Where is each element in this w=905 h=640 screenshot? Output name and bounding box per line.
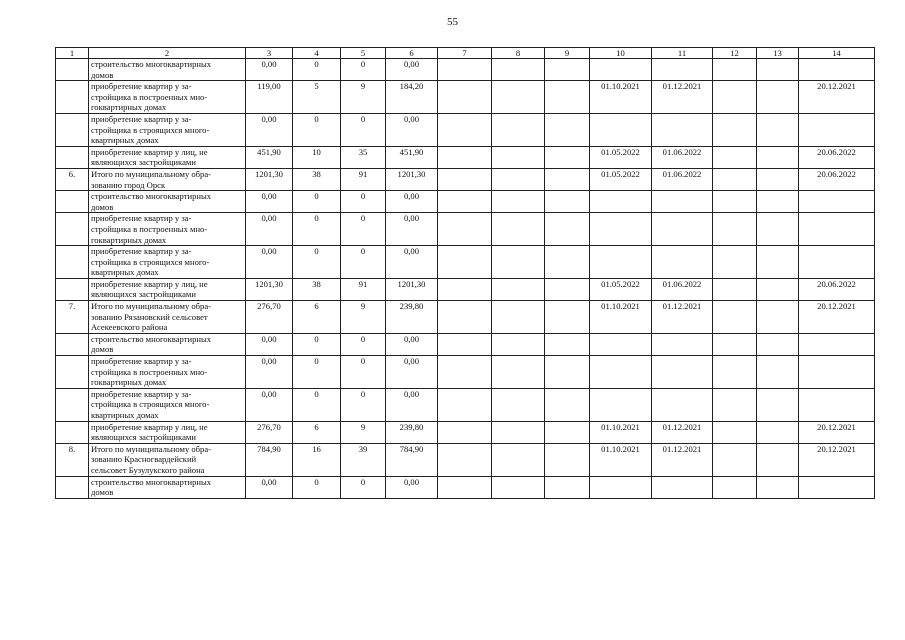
col8-cell [492, 443, 545, 476]
table-row [56, 213, 875, 246]
col4-value: 6 [293, 421, 341, 443]
col11-date: 01.12.2021 [652, 421, 713, 443]
col4-value: 0 [293, 476, 341, 498]
col14-date [799, 246, 875, 279]
col13-cell [757, 421, 799, 443]
col14-date [799, 213, 875, 246]
col4-value: 16 [293, 443, 341, 476]
col14-date: 20.12.2021 [799, 81, 875, 114]
col9-cell [545, 278, 590, 300]
col12-cell [713, 333, 757, 355]
column-header: 7 [438, 48, 492, 59]
col5-value: 0 [341, 388, 386, 421]
col3-value: 0,00 [246, 246, 293, 279]
col10-date [590, 476, 652, 498]
col13-cell [757, 443, 799, 476]
col14-date: 20.06.2022 [799, 168, 875, 190]
table-row [56, 476, 875, 498]
table-row [56, 333, 875, 355]
table-row [56, 191, 875, 213]
col5-value: 35 [341, 146, 386, 168]
col14-date: 20.12.2021 [799, 421, 875, 443]
data-table [55, 47, 875, 499]
col8-cell [492, 476, 545, 498]
col4-value: 38 [293, 278, 341, 300]
col6-value: 0,00 [386, 246, 438, 279]
table-row [56, 168, 875, 190]
col6-value: 0,00 [386, 59, 438, 81]
col6-value: 239,80 [386, 421, 438, 443]
col14-date: 20.06.2022 [799, 278, 875, 300]
col12-cell [713, 301, 757, 334]
row-description: Итого по муниципальному обра- зованию город Орск [89, 168, 246, 190]
column-header: 10 [590, 48, 652, 59]
row-description: приобретение квартир у за- стройщика в построенных мно- гоквартирных домах [89, 213, 246, 246]
col6-value: 184,20 [386, 81, 438, 114]
col4-value: 0 [293, 191, 341, 213]
col10-date [590, 388, 652, 421]
col10-date [590, 59, 652, 81]
col10-date: 01.10.2021 [590, 443, 652, 476]
col5-value: 9 [341, 81, 386, 114]
col6-value: 451,90 [386, 146, 438, 168]
col9-cell [545, 388, 590, 421]
col7-cell [438, 278, 492, 300]
column-header: 6 [386, 48, 438, 59]
col4-value: 0 [293, 388, 341, 421]
col4-value: 0 [293, 246, 341, 279]
col9-cell [545, 443, 590, 476]
col5-value: 0 [341, 476, 386, 498]
col9-cell [545, 146, 590, 168]
col14-date [799, 59, 875, 81]
col3-value: 0,00 [246, 213, 293, 246]
row-number [56, 59, 89, 81]
col4-value: 0 [293, 333, 341, 355]
col10-date [590, 356, 652, 389]
col3-value: 451,90 [246, 146, 293, 168]
col10-date: 01.10.2021 [590, 301, 652, 334]
row-number [56, 278, 89, 300]
col8-cell [492, 356, 545, 389]
col7-cell [438, 81, 492, 114]
col8-cell [492, 113, 545, 146]
col12-cell [713, 388, 757, 421]
col10-date: 01.05.2022 [590, 278, 652, 300]
page-number: 55 [447, 16, 458, 28]
col13-cell [757, 246, 799, 279]
table-row [56, 246, 875, 279]
column-header: 13 [757, 48, 799, 59]
column-header: 1 [56, 48, 89, 59]
col3-value: 119,00 [246, 81, 293, 114]
col4-value: 5 [293, 81, 341, 114]
col11-date [652, 356, 713, 389]
col11-date: 01.12.2021 [652, 443, 713, 476]
row-description: строительство многоквартирных домов [89, 476, 246, 498]
header-row [56, 48, 875, 59]
col3-value: 0,00 [246, 333, 293, 355]
row-description: строительство многоквартирных домов [89, 333, 246, 355]
col9-cell [545, 81, 590, 114]
col8-cell [492, 388, 545, 421]
col14-date: 20.06.2022 [799, 146, 875, 168]
col6-value: 0,00 [386, 333, 438, 355]
table-row [56, 421, 875, 443]
col6-value: 0,00 [386, 191, 438, 213]
col3-value: 0,00 [246, 356, 293, 389]
row-number [56, 191, 89, 213]
col11-date [652, 59, 713, 81]
row-number: 6. [56, 168, 89, 190]
col10-date [590, 191, 652, 213]
col6-value: 0,00 [386, 388, 438, 421]
col10-date [590, 213, 652, 246]
col3-value: 0,00 [246, 113, 293, 146]
row-description: приобретение квартир у лиц, не являющихся застройщиками [89, 421, 246, 443]
col4-value: 0 [293, 356, 341, 389]
table-row [56, 388, 875, 421]
col13-cell [757, 388, 799, 421]
row-number [56, 246, 89, 279]
col7-cell [438, 168, 492, 190]
row-description: приобретение квартир у лиц, не являющихся застройщиками [89, 146, 246, 168]
col10-date: 01.05.2022 [590, 168, 652, 190]
col14-date: 20.12.2021 [799, 443, 875, 476]
row-description: Итого по муниципальному обра- зованию Красногвардейский сельсовет Бузулукского района [89, 443, 246, 476]
col7-cell [438, 476, 492, 498]
col5-value: 0 [341, 213, 386, 246]
col7-cell [438, 113, 492, 146]
col9-cell [545, 191, 590, 213]
col9-cell [545, 59, 590, 81]
column-header: 12 [713, 48, 757, 59]
col12-cell [713, 213, 757, 246]
col11-date [652, 333, 713, 355]
col7-cell [438, 333, 492, 355]
col4-value: 10 [293, 146, 341, 168]
col9-cell [545, 246, 590, 279]
table-row [56, 113, 875, 146]
row-description: строительство многоквартирных домов [89, 191, 246, 213]
row-description: приобретение квартир у за- стройщика в построенных мно- гоквартирных домах [89, 356, 246, 389]
col4-value: 38 [293, 168, 341, 190]
row-description: приобретение квартир у за- стройщика в строящихся много- квартирных домах [89, 388, 246, 421]
col6-value: 0,00 [386, 476, 438, 498]
row-number [56, 421, 89, 443]
row-number [56, 146, 89, 168]
col3-value: 784,90 [246, 443, 293, 476]
col8-cell [492, 168, 545, 190]
col5-value: 39 [341, 443, 386, 476]
row-description: приобретение квартир у лиц, не являющихся застройщиками [89, 278, 246, 300]
col9-cell [545, 421, 590, 443]
column-header: 8 [492, 48, 545, 59]
row-number [56, 213, 89, 246]
table-row [56, 146, 875, 168]
col10-date [590, 333, 652, 355]
col14-date [799, 356, 875, 389]
column-header: 2 [89, 48, 246, 59]
row-number [56, 81, 89, 114]
col12-cell [713, 146, 757, 168]
col10-date: 01.05.2022 [590, 146, 652, 168]
column-header: 4 [293, 48, 341, 59]
col11-date [652, 191, 713, 213]
row-number: 8. [56, 443, 89, 476]
col7-cell [438, 146, 492, 168]
col11-date: 01.06.2022 [652, 278, 713, 300]
col9-cell [545, 213, 590, 246]
col11-date: 01.06.2022 [652, 146, 713, 168]
row-description: Итого по муниципальному обра- зованию Рязановский сельсовет Асекеевского района [89, 301, 246, 334]
col4-value: 6 [293, 301, 341, 334]
col13-cell [757, 146, 799, 168]
col3-value: 0,00 [246, 59, 293, 81]
table-row [56, 356, 875, 389]
col4-value: 0 [293, 113, 341, 146]
col10-date: 01.10.2021 [590, 81, 652, 114]
column-header: 11 [652, 48, 713, 59]
table-row [56, 278, 875, 300]
column-header: 3 [246, 48, 293, 59]
col5-value: 0 [341, 333, 386, 355]
col7-cell [438, 443, 492, 476]
table-row [56, 81, 875, 114]
row-description: строительство многоквартирных домов [89, 59, 246, 81]
row-number [56, 333, 89, 355]
col8-cell [492, 246, 545, 279]
col9-cell [545, 301, 590, 334]
col7-cell [438, 59, 492, 81]
col6-value: 239,80 [386, 301, 438, 334]
col9-cell [545, 356, 590, 389]
col12-cell [713, 81, 757, 114]
col5-value: 0 [341, 59, 386, 81]
col7-cell [438, 191, 492, 213]
col12-cell [713, 476, 757, 498]
col14-date [799, 388, 875, 421]
col5-value: 91 [341, 168, 386, 190]
row-number [56, 356, 89, 389]
col8-cell [492, 191, 545, 213]
col9-cell [545, 168, 590, 190]
col5-value: 0 [341, 191, 386, 213]
row-number [56, 113, 89, 146]
col11-date: 01.06.2022 [652, 168, 713, 190]
col12-cell [713, 59, 757, 81]
col5-value: 9 [341, 421, 386, 443]
table-row [56, 59, 875, 81]
col13-cell [757, 301, 799, 334]
col12-cell [713, 191, 757, 213]
col9-cell [545, 113, 590, 146]
col8-cell [492, 59, 545, 81]
col3-value: 276,70 [246, 301, 293, 334]
col10-date [590, 246, 652, 279]
col6-value: 0,00 [386, 213, 438, 246]
col12-cell [713, 278, 757, 300]
column-header: 5 [341, 48, 386, 59]
col12-cell [713, 168, 757, 190]
col3-value: 1201,30 [246, 168, 293, 190]
col11-date [652, 213, 713, 246]
col8-cell [492, 81, 545, 114]
col13-cell [757, 168, 799, 190]
col8-cell [492, 333, 545, 355]
col9-cell [545, 476, 590, 498]
col5-value: 9 [341, 301, 386, 334]
col12-cell [713, 246, 757, 279]
col14-date [799, 476, 875, 498]
col6-value: 0,00 [386, 356, 438, 389]
col8-cell [492, 301, 545, 334]
col6-value: 0,00 [386, 113, 438, 146]
col7-cell [438, 388, 492, 421]
col10-date: 01.10.2021 [590, 421, 652, 443]
col12-cell [713, 443, 757, 476]
row-number [56, 476, 89, 498]
row-number [56, 388, 89, 421]
col7-cell [438, 421, 492, 443]
column-header: 14 [799, 48, 875, 59]
col9-cell [545, 333, 590, 355]
col10-date [590, 113, 652, 146]
col6-value: 1201,30 [386, 168, 438, 190]
col13-cell [757, 191, 799, 213]
col14-date [799, 113, 875, 146]
col7-cell [438, 356, 492, 389]
col11-date: 01.12.2021 [652, 81, 713, 114]
col5-value: 0 [341, 113, 386, 146]
col7-cell [438, 246, 492, 279]
col12-cell [713, 421, 757, 443]
col14-date [799, 191, 875, 213]
table-row [56, 443, 875, 476]
col8-cell [492, 146, 545, 168]
col3-value: 276,70 [246, 421, 293, 443]
col6-value: 1201,30 [386, 278, 438, 300]
col11-date [652, 388, 713, 421]
col12-cell [713, 113, 757, 146]
col5-value: 0 [341, 246, 386, 279]
col11-date: 01.12.2021 [652, 301, 713, 334]
col13-cell [757, 476, 799, 498]
col12-cell [713, 356, 757, 389]
col5-value: 91 [341, 278, 386, 300]
col7-cell [438, 301, 492, 334]
col4-value: 0 [293, 59, 341, 81]
col13-cell [757, 333, 799, 355]
col3-value: 0,00 [246, 388, 293, 421]
col8-cell [492, 421, 545, 443]
col3-value: 0,00 [246, 191, 293, 213]
col13-cell [757, 113, 799, 146]
col13-cell [757, 81, 799, 114]
col13-cell [757, 59, 799, 81]
row-description: приобретение квартир у за- стройщика в построенных мно- гоквартирных домах [89, 81, 246, 114]
col6-value: 784,90 [386, 443, 438, 476]
col13-cell [757, 278, 799, 300]
column-header: 9 [545, 48, 590, 59]
col3-value: 0,00 [246, 476, 293, 498]
col13-cell [757, 356, 799, 389]
table-row [56, 301, 875, 334]
row-description: приобретение квартир у за- стройщика в строящихся много- квартирных домах [89, 246, 246, 279]
col11-date [652, 246, 713, 279]
col13-cell [757, 213, 799, 246]
col8-cell [492, 213, 545, 246]
row-number: 7. [56, 301, 89, 334]
col14-date [799, 333, 875, 355]
col7-cell [438, 213, 492, 246]
col3-value: 1201,30 [246, 278, 293, 300]
col11-date [652, 476, 713, 498]
col5-value: 0 [341, 356, 386, 389]
col14-date: 20.12.2021 [799, 301, 875, 334]
col8-cell [492, 278, 545, 300]
row-description: приобретение квартир у за- стройщика в строящихся много- квартирных домах [89, 113, 246, 146]
col4-value: 0 [293, 213, 341, 246]
col11-date [652, 113, 713, 146]
